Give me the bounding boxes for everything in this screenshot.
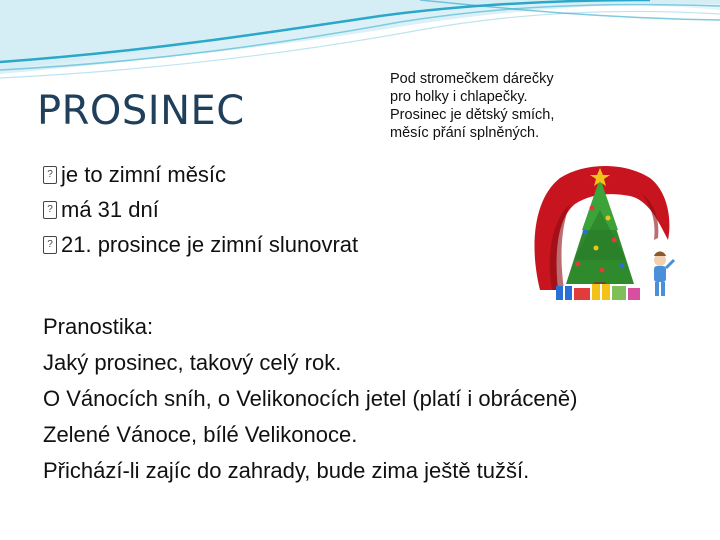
- list-item: [43, 227, 358, 262]
- list-item: [43, 157, 358, 192]
- lore-line: Zelené Vánoce, bílé Velikonoce.: [43, 422, 358, 447]
- list-item: [43, 192, 358, 227]
- bullet-icon: ?: [43, 166, 57, 184]
- list-item-text: má 31 dní: [61, 197, 159, 222]
- list-item-text: je to zimní měsíc: [61, 162, 227, 187]
- christmas-tree-illustration: [530, 160, 680, 310]
- slide-title: PROSINEC: [37, 88, 245, 134]
- poem: [390, 70, 620, 142]
- list-item-text: 21. prosince je zimní slunovrat: [61, 232, 359, 257]
- poem-line: měsíc přání splněných.: [390, 125, 540, 141]
- lore-line: Jaký prosinec, takový celý rok.: [43, 350, 342, 375]
- poem-line: pro holky i chlapečky.: [390, 89, 528, 105]
- bullet-icon: ?: [43, 236, 57, 254]
- bullet-icon: ?: [43, 201, 57, 219]
- weather-lore: [43, 309, 577, 489]
- lore-line: Přichází-li zajíc do zahrady, bude zima ještě tužší.: [43, 458, 530, 483]
- fact-list: [43, 157, 358, 262]
- poem-line: Pod stromečkem dárečky: [390, 71, 554, 87]
- lore-line: O Vánocích sníh, o Velikonocích jetel (platí i obráceně): [43, 386, 578, 411]
- poem-line: Prosinec je dětský smích,: [390, 107, 555, 123]
- lore-heading: Pranostika:: [43, 314, 154, 339]
